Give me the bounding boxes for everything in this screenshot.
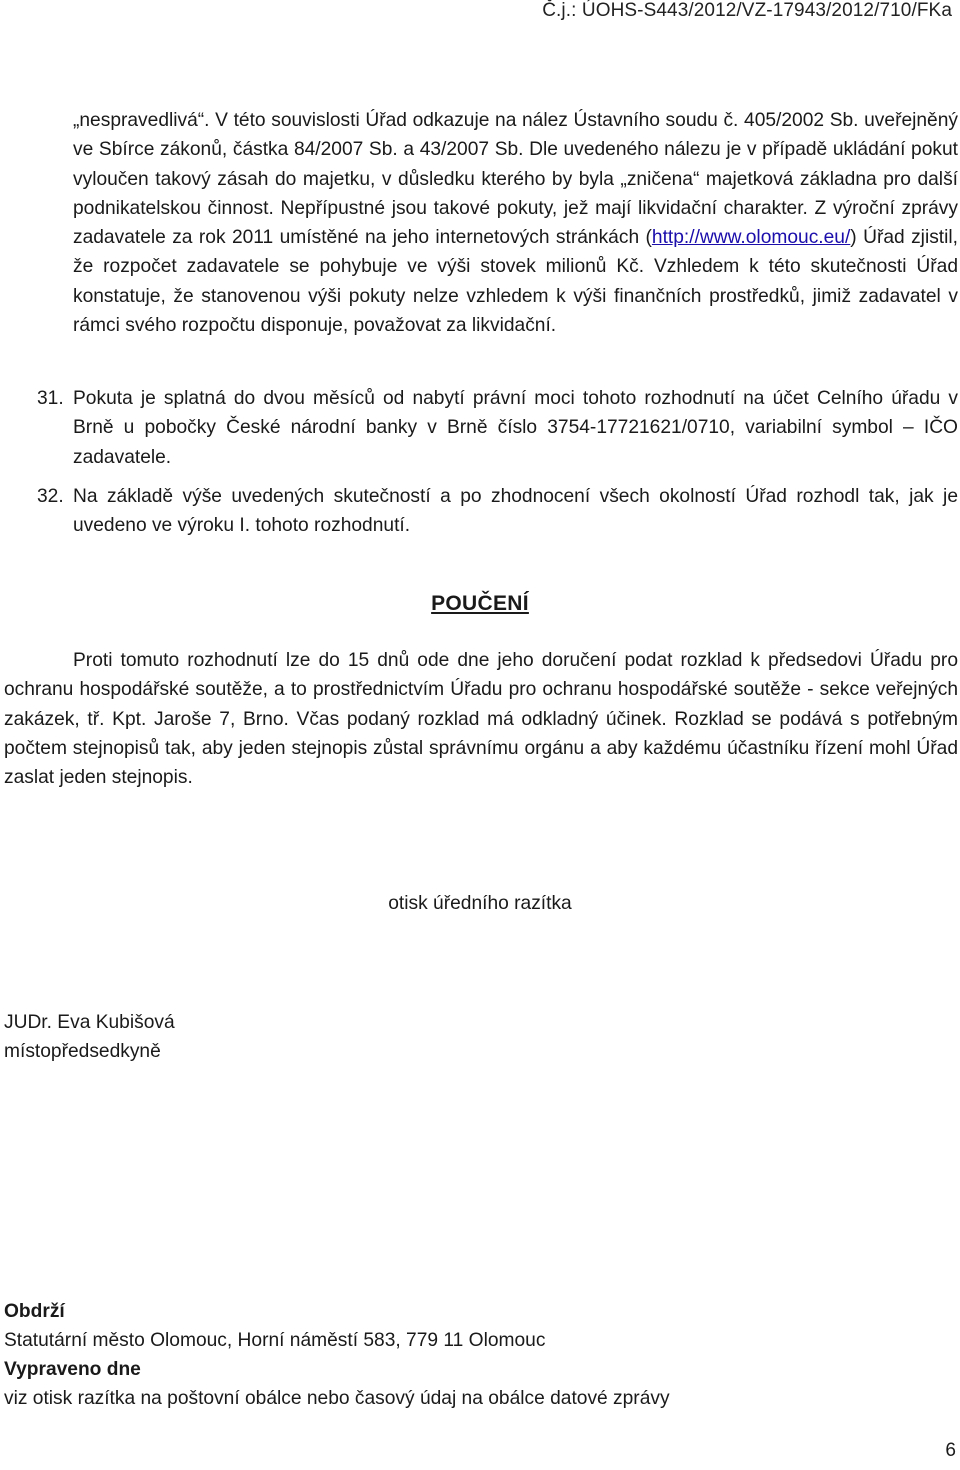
instruction-heading: POUČENÍ xyxy=(431,592,529,615)
item-number-31: 31. xyxy=(37,388,64,409)
item-text-31: Pokuta je splatná do dvou měsíců od nabytí právní moci tohoto rozhodnutí na účet Celního úřadu v Brně u pobočky České národní banky v Brně číslo 3754-17721621/0710, variabilní symbol – IČO zadavatele. xyxy=(73,388,958,468)
paragraph-continuation xyxy=(73,106,958,340)
paragraph-text-after-link: ) Úřad zjistil, že rozpočet zadavatele se pohybuje ve výši stovek milionů Kč. Vzhledem k této skutečnosti Úřad konstatuje, že stanovenou výši pokuty nelze vzhledem k výši finančních prostředků, jimiž zadavatel v rámci svého rozpočtu disponuje, považovat za likvidační. xyxy=(73,227,958,337)
recipients-value: Statutární město Olomouc, Horní náměstí 583, 779 11 Olomouc xyxy=(4,1330,546,1351)
signatory-name: JUDr. Eva Kubišová xyxy=(4,1012,175,1033)
page-number: 6 xyxy=(945,1440,956,1461)
olomouc-website-link[interactable]: http://www.olomouc.eu/ xyxy=(651,227,851,249)
recipients-label: Obdrží xyxy=(4,1301,65,1322)
stamp-placeholder: otisk úředního razítka xyxy=(388,893,572,914)
instruction-paragraph: Proti tomuto rozhodnutí lze do 15 dnů ode dne jeho doručení podat rozklad k předsedovi Úřadu pro ochranu hospodářské soutěže, a to prostřednictvím Úřadu pro ochranu hospodářské soutěže - sekce veřejných zakázek, tř. Kpt. Jaroše 7, Brno. Včas podaný rozklad má odkladný účinek. Rozklad se podává s potřebným počtem stejnopisů tak, aby jeden stejnopis zůstal správnímu orgánu a aby každému účastníku řízení mohl Úřad zaslat jeden stejnopis. xyxy=(4,650,958,789)
item-text-32: Na základě výše uvedených skutečností a po zhodnocení všech okolností Úřad rozhodl tak, jak je uvedeno ve výroku I. tohoto rozhodnutí. xyxy=(73,486,958,537)
document-reference: Č.j.: ÚOHS-S443/2012/VZ-17943/2012/710/FKa xyxy=(542,0,952,21)
dispatch-value: viz otisk razítka na poštovní obálce nebo časový údaj na obálce datové zprávy xyxy=(4,1388,670,1409)
dispatch-label: Vypraveno dne xyxy=(4,1359,141,1380)
signatory-title: místopředsedkyně xyxy=(4,1041,161,1062)
item-number-32: 32. xyxy=(37,486,64,507)
paragraph-text-before-link: „nespravedlivá“. V této souvislosti Úřad odkazuje na nález Ústavního soudu č. 405/2002 Sb. uveřejněný ve Sbírce zákonů, částka 84/2007 Sb. a 43/2007 Sb. Dle uvedeného nálezu je v případě ukládání pokut vyloučen takový zásah do majetku, v důsledku kterého by byla „zničena“ majetková základna pro další podnikatelskou činnost. Nepřípustné jsou takové pokuty, jež mají likvidační charakter. Z výroční zprávy zadavatele za rok 2011 umístěné na jeho internetových stránkách ( xyxy=(73,110,958,249)
